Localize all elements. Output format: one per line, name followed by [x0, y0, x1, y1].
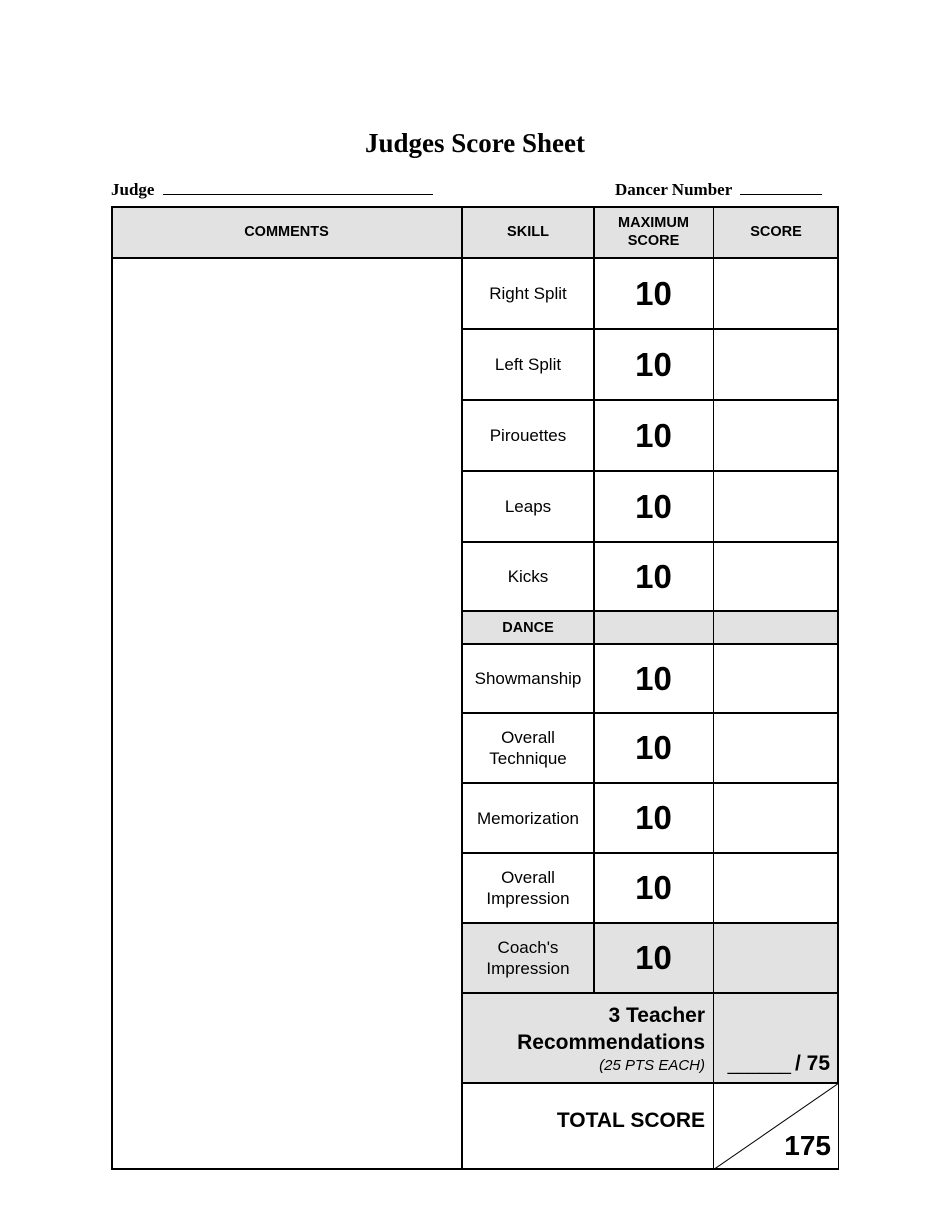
total-score-label-cell	[462, 1083, 713, 1170]
dancer-number-field[interactable]	[615, 178, 822, 200]
header-score	[713, 206, 839, 258]
skill-label: Pirouettes	[489, 426, 567, 445]
row-divider	[462, 610, 839, 612]
max-overall-impression	[594, 853, 713, 923]
max-value: 10	[635, 869, 672, 906]
max-value: 10	[635, 416, 672, 454]
row-divider	[462, 470, 839, 472]
dance-section-label	[462, 611, 594, 644]
max-memorization	[594, 783, 713, 853]
skill-label: Coach's Impression	[486, 938, 570, 978]
row-divider	[462, 712, 839, 714]
page-title: Judges Score Sheet	[365, 128, 585, 158]
score-overall-technique[interactable]	[713, 713, 839, 783]
skill-label: Showmanship	[474, 669, 582, 688]
total-score-label: TOTAL SCORE	[556, 1108, 705, 1132]
teacher-score[interactable]	[713, 993, 839, 1083]
header-score-label: SCORE	[750, 224, 802, 240]
score-table	[111, 206, 839, 1170]
teacher-note: (25 PTS EACH)	[599, 1056, 705, 1074]
skill-label: Leaps	[504, 497, 552, 516]
skill-left-split	[462, 329, 594, 400]
border-right-total	[838, 1083, 839, 1170]
total-score-cell[interactable]	[713, 1083, 839, 1170]
max-value: 10	[635, 345, 672, 383]
border-header-bottom	[111, 257, 839, 259]
skill-kicks	[462, 542, 594, 611]
skill-showmanship	[462, 644, 594, 713]
max-value: 10	[635, 659, 672, 697]
score-overall-impression[interactable]	[713, 853, 839, 923]
score-right-split[interactable]	[713, 258, 839, 329]
row-divider	[462, 399, 839, 401]
divider-comments	[461, 206, 463, 1170]
dancer-number-label: Dancer Number	[615, 180, 732, 199]
judge-field[interactable]	[111, 178, 433, 200]
skill-pirouettes	[462, 400, 594, 471]
max-value: 10	[635, 729, 672, 766]
header-max-score-label: MAXIMUM SCORE	[618, 215, 689, 249]
skill-leaps	[462, 471, 594, 542]
border-top	[111, 206, 839, 208]
max-leaps	[594, 471, 713, 542]
divider-max	[713, 206, 714, 1170]
teacher-line2: Recommendations	[517, 1030, 705, 1054]
skill-right-split	[462, 258, 594, 329]
dancer-number-input-line[interactable]	[740, 178, 822, 195]
skill-label: Memorization	[476, 808, 580, 828]
max-value: 10	[635, 939, 672, 976]
max-value: 10	[635, 557, 672, 595]
score-showmanship[interactable]	[713, 644, 839, 713]
row-divider	[462, 643, 839, 645]
header-skill	[462, 206, 594, 258]
judge-input-line[interactable]	[163, 178, 433, 195]
max-overall-technique	[594, 713, 713, 783]
max-coachs-impression	[594, 923, 713, 993]
max-value: 10	[635, 799, 672, 836]
teacher-score-blank[interactable]: ______	[727, 1054, 791, 1075]
divider-skill	[593, 206, 595, 993]
skill-label: Left Split	[494, 355, 562, 374]
skill-overall-technique	[462, 713, 594, 783]
skill-label: Overall Impression	[486, 868, 570, 908]
row-divider	[462, 328, 839, 330]
header-max-score	[594, 206, 713, 258]
row-divider	[462, 782, 839, 784]
score-kicks[interactable]	[713, 542, 839, 611]
max-left-split	[594, 329, 713, 400]
max-value: 10	[635, 274, 672, 312]
score-coachs-impression[interactable]	[713, 923, 839, 993]
teacher-score-out-of: / 75	[794, 1052, 830, 1075]
score-left-split[interactable]	[713, 329, 839, 400]
row-divider	[462, 541, 839, 543]
skill-memorization	[462, 783, 594, 853]
dance-label: DANCE	[502, 619, 554, 636]
max-right-split	[594, 258, 713, 329]
comments-area[interactable]	[111, 258, 462, 1170]
row-divider	[462, 922, 839, 924]
score-leaps[interactable]	[713, 471, 839, 542]
score-memorization[interactable]	[713, 783, 839, 853]
max-showmanship	[594, 644, 713, 713]
border-right	[837, 206, 839, 1084]
skill-label: Overall Technique	[489, 728, 567, 768]
skill-coachs-impression	[462, 923, 594, 993]
header-comments-label: COMMENTS	[244, 224, 329, 240]
row-divider	[462, 852, 839, 854]
max-value: 10	[635, 487, 672, 525]
row-divider	[462, 1082, 839, 1084]
skill-label: Right Split	[489, 284, 567, 303]
max-pirouettes	[594, 400, 713, 471]
skill-label: Kicks	[507, 567, 549, 586]
border-bottom	[111, 1168, 839, 1170]
max-kicks	[594, 542, 713, 611]
total-max-value: 175	[784, 1130, 831, 1161]
skill-overall-impression	[462, 853, 594, 923]
score-pirouettes[interactable]	[713, 400, 839, 471]
header-skill-label: SKILL	[507, 224, 549, 240]
teacher-line1: 3 Teacher	[608, 1003, 705, 1027]
row-divider	[462, 992, 839, 994]
border-left	[111, 206, 113, 1170]
judge-label: Judge	[111, 180, 155, 199]
header-comments	[111, 206, 462, 258]
teacher-recommendations	[462, 993, 713, 1083]
